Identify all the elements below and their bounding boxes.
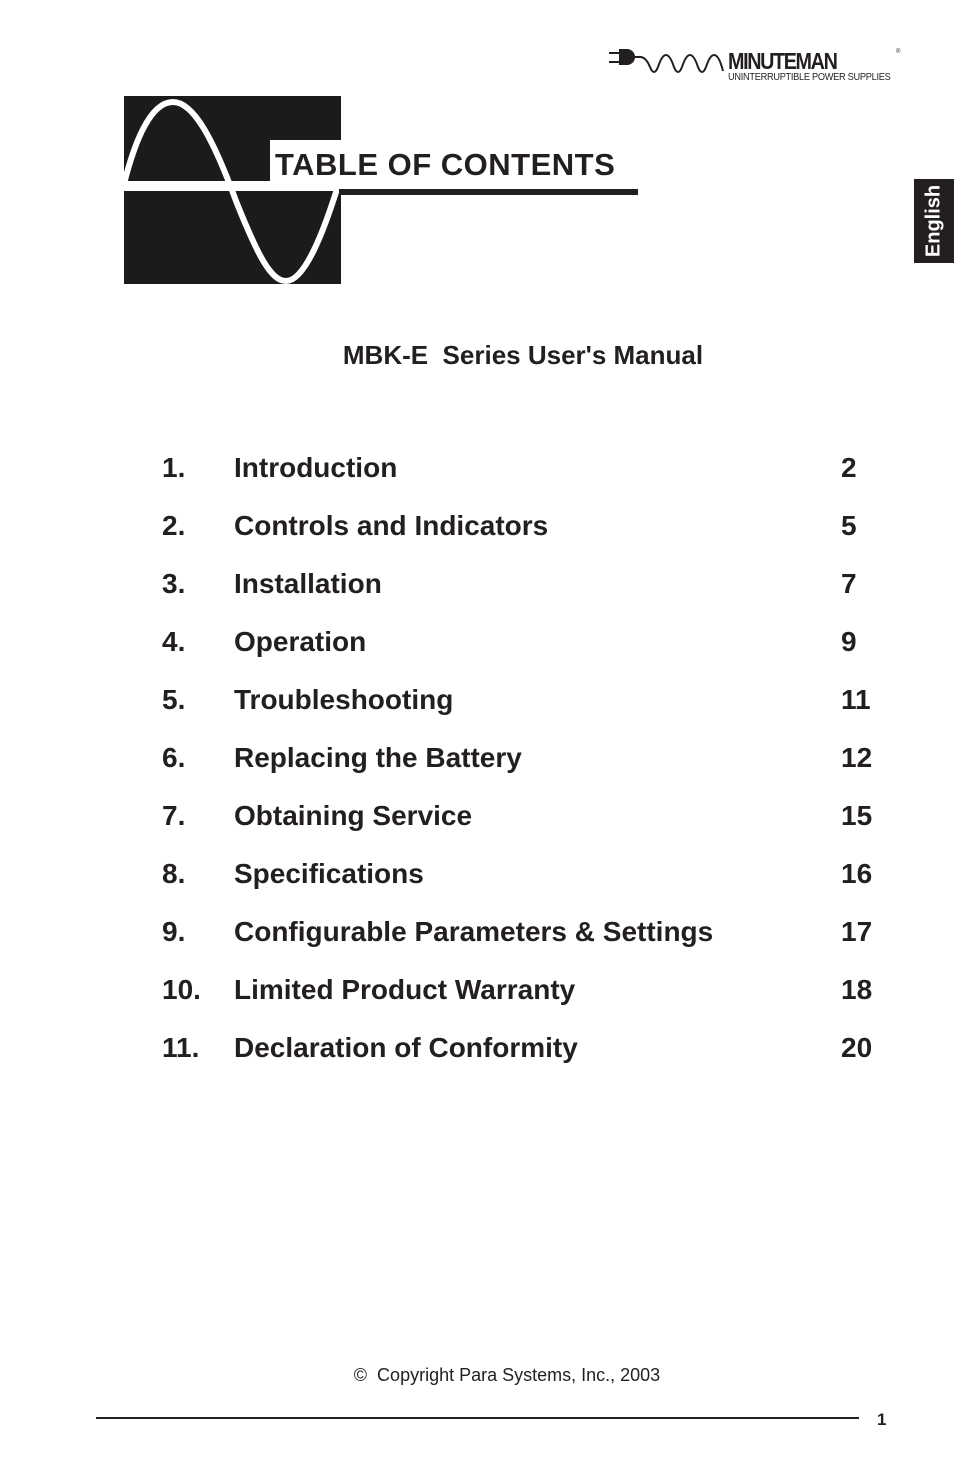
toc-entry-number: 2.	[162, 510, 186, 541]
toc-entry-title: Configurable Parameters & Settings	[234, 916, 714, 947]
toc-entry-number: 10.	[162, 974, 201, 1005]
toc-entry-page: 18	[841, 974, 873, 1005]
copyright-notice: © Copyright Para Systems, Inc., 2003	[353, 1365, 661, 1385]
manual-title: MBK-E Series User's Manual	[342, 340, 704, 370]
toc-entry[interactable]	[162, 684, 882, 742]
toc-entry[interactable]	[162, 452, 882, 510]
toc-entry-number: 7.	[162, 800, 186, 831]
toc-entry-page: 11	[841, 684, 871, 715]
toc-entry-title: Replacing the Battery	[234, 742, 522, 773]
toc-entry-page: 17	[841, 916, 873, 947]
footer-divider	[96, 1417, 859, 1419]
language-tab[interactable]	[914, 179, 954, 263]
toc-entry-page: 2	[841, 452, 857, 483]
toc-entry-page: 12	[841, 742, 873, 773]
toc-entry-title: Declaration of Conformity	[234, 1032, 578, 1063]
toc-entry-title: Operation	[234, 626, 367, 657]
toc-entry-number: 11.	[162, 1032, 200, 1063]
toc-entry-page: 9	[841, 626, 857, 657]
toc-entry-number: 6.	[162, 742, 186, 773]
toc-entry-page: 20	[841, 1032, 873, 1063]
toc-banner	[124, 96, 644, 286]
toc-entry[interactable]	[162, 510, 882, 568]
toc-entry-title: Obtaining Service	[234, 800, 473, 831]
toc-entry-title: Controls and Indicators	[234, 510, 549, 541]
toc-entry-title: Introduction	[234, 452, 398, 483]
toc-entry-number: 4.	[162, 626, 186, 657]
toc-entry-page: 15	[841, 800, 873, 831]
toc-entry[interactable]	[162, 1032, 882, 1090]
toc-entry-number: 8.	[162, 858, 186, 889]
toc-entry-page: 16	[841, 858, 873, 889]
toc-entry[interactable]	[162, 568, 882, 626]
toc-entry[interactable]	[162, 626, 882, 684]
toc-entry-title: Limited Product Warranty	[234, 974, 576, 1005]
toc-entry[interactable]	[162, 742, 882, 800]
page-number: 1	[877, 1410, 887, 1429]
language-tab-label: English	[922, 184, 945, 258]
toc-heading: TABLE OF CONTENTS	[275, 147, 616, 182]
banner-rule	[339, 189, 638, 195]
toc-entry[interactable]	[162, 916, 882, 974]
toc-entry-title: Installation	[234, 568, 382, 599]
toc-entry-page: 5	[841, 510, 857, 541]
toc-entry-number: 1.	[162, 452, 186, 483]
plug-wave-icon	[607, 46, 731, 86]
brand-name: MINUTEMAN	[728, 48, 837, 74]
registered-mark: ®	[896, 49, 901, 55]
toc-entry[interactable]	[162, 858, 882, 916]
toc-entry-number: 3.	[162, 568, 186, 599]
toc-entry-number: 9.	[162, 916, 186, 947]
toc-entry-title: Specifications	[234, 858, 424, 889]
toc-entry[interactable]	[162, 974, 882, 1032]
toc-entry[interactable]	[162, 800, 882, 858]
toc-entry-title: Troubleshooting	[234, 684, 454, 715]
brand-tagline: UNINTERRUPTIBLE POWER SUPPLIES	[728, 72, 891, 83]
toc-list	[162, 452, 882, 1090]
brand-logo	[607, 46, 903, 86]
toc-entry-number: 5.	[162, 684, 186, 715]
toc-entry-page: 7	[841, 568, 857, 599]
